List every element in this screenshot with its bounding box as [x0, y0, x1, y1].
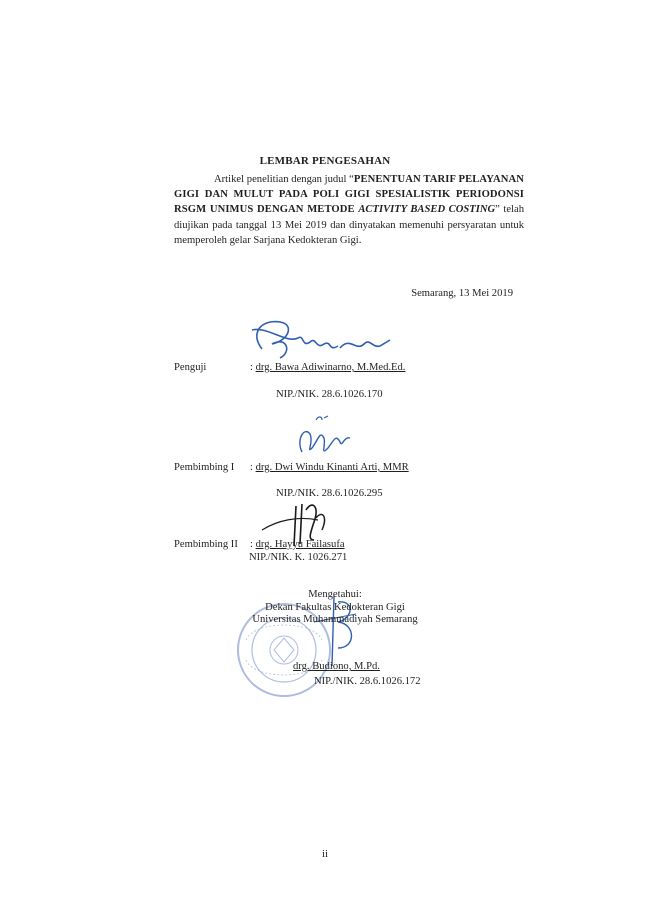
paragraph-title-italic: ACTIVITY BASED COSTING: [358, 204, 496, 216]
pembimbing-2-label: Pembimbing II: [174, 539, 238, 550]
pembimbing-1-label: Pembimbing I: [174, 462, 235, 473]
approval-block: [230, 589, 440, 627]
pembimbing-2-sep: :: [250, 539, 256, 550]
pembimbing-1-row: [174, 462, 409, 473]
penguji-name: drg. Bawa Adiwinarno, M.Med.Ed.: [255, 362, 406, 373]
approval-line-1: Mengetahui:: [308, 589, 362, 600]
paragraph-title-caps: PENENTUAN TARIF PELAYANAN GIGI DAN MULUT PADA POLI GIGI SPESIALISTIK PERIODONSI RSGM UNIMUS DENGAN METODE: [174, 174, 524, 216]
approval-paragraph: [174, 172, 524, 248]
dekan-name-row: [293, 661, 380, 672]
pembimbing-2-nip: NIP./NIK. K. 1026.271: [249, 552, 348, 563]
pembimbing-2-name: drg. Hayyu Failasufa: [255, 539, 345, 550]
penguji-sep: :: [250, 362, 256, 373]
page-title: LEMBAR PENGESAHAN: [259, 155, 391, 167]
approval-line-3: Universitas Muhammadiyah Semarang: [252, 614, 418, 626]
penguji-label: Penguji: [174, 362, 207, 373]
place-date: Semarang, 13 Mei 2019: [411, 288, 513, 299]
penguji-row: [174, 362, 405, 373]
penguji-nip: NIP./NIK. 28.6.1026.170: [276, 389, 383, 400]
dekan-name: drg. Budiono, M.Pd.: [293, 661, 380, 672]
dekan-nip: NIP./NIK. 28.6.1026.172: [314, 676, 421, 687]
signature-penguji: [232, 314, 407, 364]
paragraph-intro: Artikel penelitian dengan judul “: [214, 174, 354, 185]
pembimbing-1-name: drg. Dwi Windu Kinanti Arti, MMR: [255, 462, 409, 473]
page-number: ii: [321, 848, 329, 860]
pembimbing-2-row: [174, 539, 345, 550]
pembimbing-1-sep: :: [250, 462, 256, 473]
paragraph-outro: ” telah diujikan pada tanggal 13 Mei 2019 dan dinyatakan memenuhi persyaratan untuk memperoleh gelar Sarjana Kedokteran Gigi.: [174, 204, 524, 246]
pembimbing-1-nip: NIP./NIK. 28.6.1026.295: [276, 488, 383, 499]
approval-line-2: Dekan Fakultas Kedokteran Gigi: [265, 601, 405, 613]
signature-pembimbing-1: [290, 412, 360, 462]
